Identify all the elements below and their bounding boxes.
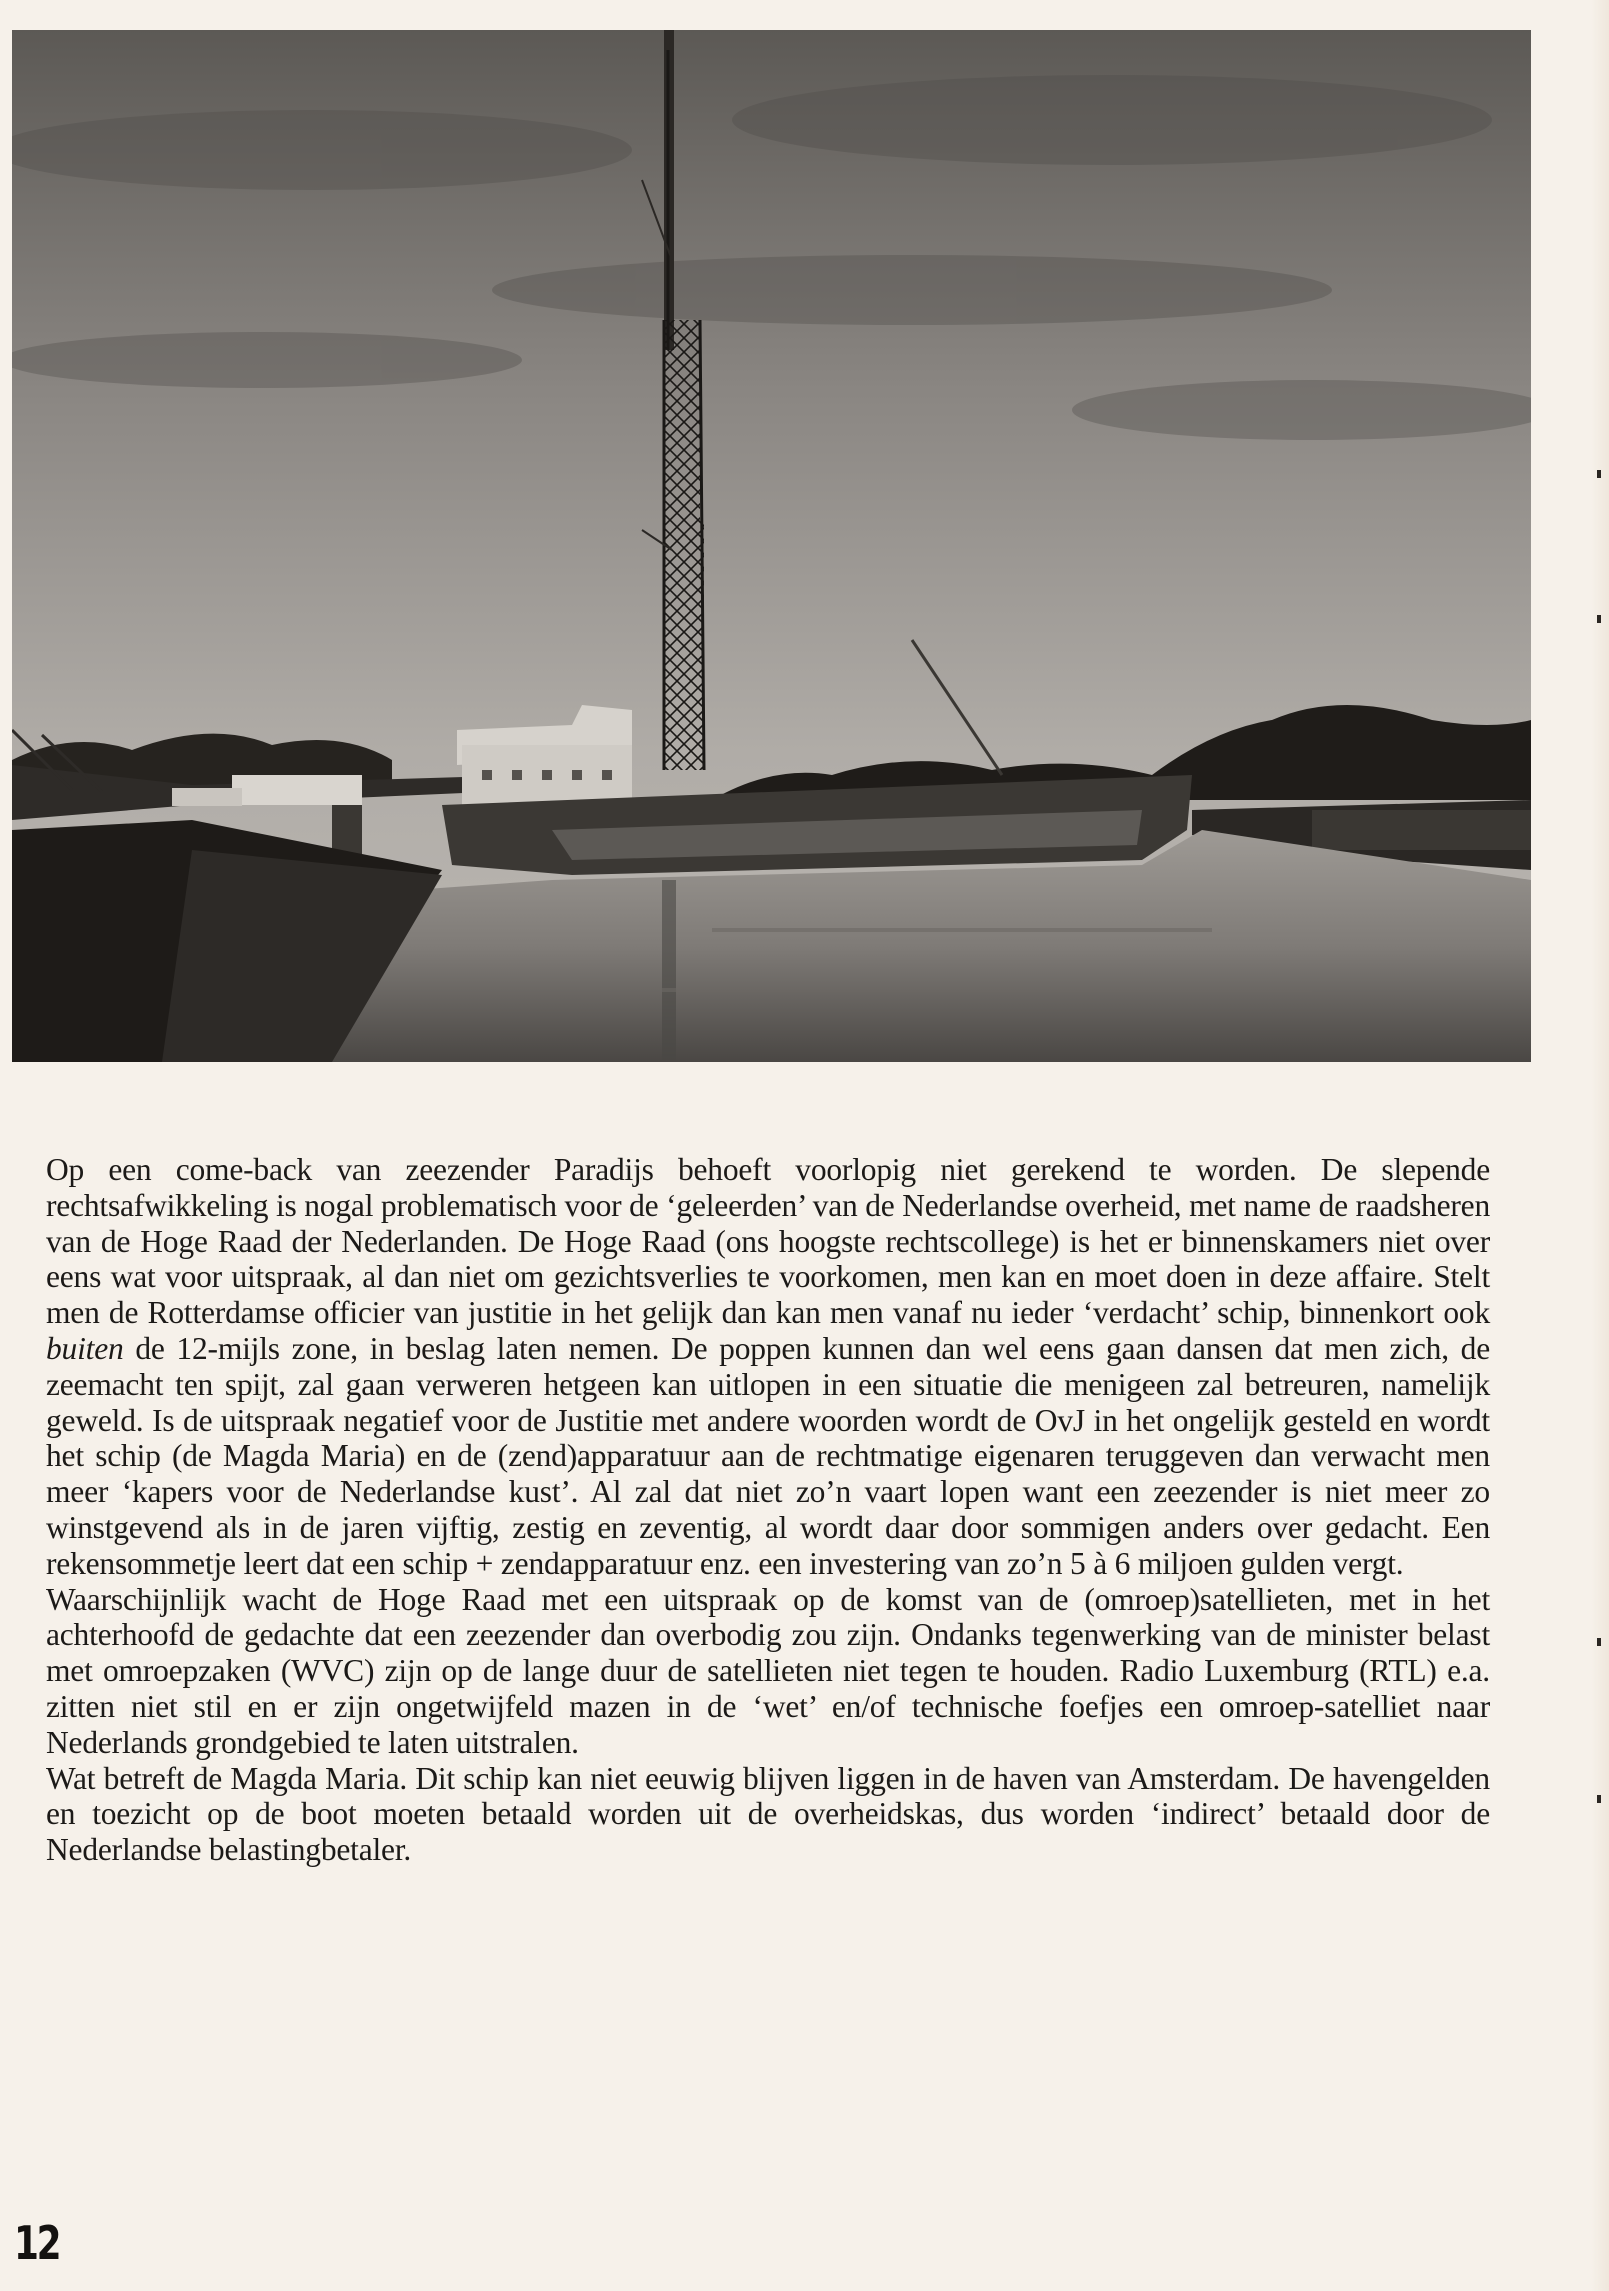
page-edge bbox=[1591, 0, 1609, 2291]
margin-mark bbox=[1597, 470, 1601, 478]
margin-mark bbox=[1597, 1638, 1601, 1646]
article-paragraph-1 bbox=[46, 1152, 1490, 1582]
margin-mark bbox=[1597, 1795, 1601, 1803]
harbor-photo bbox=[12, 30, 1531, 1062]
paragraph-1-start: Op een come-back van zeezender Paradijs behoeft voorlopig niet gerekend te worden. De slepende rechtsafwikkeling is nogal problematisch voor de ‘geleerden’ van de Nederlandse overheid, met name de raadsheren van de Hoge Raad der Nederlanden. De Hoge Raad (ons hoogste rechtscollege) is het er binnenskamers niet over eens wat voor uitspraak, al dan niet om gezichtsverlies te voorkomen, men kan en moet doen in deze affaire. Stelt men de Rotterdamse officier van justitie in het gelijk dan kan men vanaf nu ieder ‘verdacht’ schip, binnenkort ook bbox=[46, 1152, 1490, 1331]
article-paragraph-2: Waarschijnlijk wacht de Hoge Raad met een uitspraak op de komst van de (omroep)satellieten, met in het achterhoofd de gedachte dat een zeezender dan overbodig zou zijn. Ondanks tegenwerking van de minister belast met omroepzaken (WVC) zijn op de lange duur de satellieten niet tegen te houden. Radio Luxemburg (RTL) e.a. zitten niet stil en er zijn ongetwijfeld mazen in de ‘wet’ en/of technische foefjes een omroep-satelliet naar Nederlands grondgebied te laten uitstralen. bbox=[46, 1581, 1490, 1760]
paragraph-1-end: de 12-mijls zone, in beslag laten nemen. De poppen kunnen dan wel eens gaan dansen dat men zich, de zeemacht ten spijt, zal gaan verweren hetgeen kan uitlopen in een situatie die menigeen zal betreuren, namelijk geweld. Is de uitspraak negatief voor de Justitie met andere woorden wordt de OvJ in het ongelijk gesteld en wordt het schip (de Magda Maria) en de (zend)apparatuur aan de rechtmatige eigenaren teruggeven dan verwacht men meer ‘kapers voor de Nederlandse kust’. Al zal dat niet zo’n vaart lopen want een zeezender is niet meer zo winstgevend als in de jaren vijftig, zestig en zeventig, al wordt daar door sommigen anders over gedacht. Een rekensommetje leert dat een schip + zendapparatuur enz. een investering van zo’n 5 à 6 miljoen gulden vergt. bbox=[46, 1330, 1490, 1581]
article-paragraph-3: Wat betreft de Magda Maria. Dit schip kan niet eeuwig blijven liggen in de haven van Amsterdam. De havengelden en toezicht op de boot moeten betaald worden uit de overheidskas, dus worden ‘indirect’ betaald door de Nederlandse belastingbetaler. bbox=[46, 1760, 1490, 1868]
article-body bbox=[46, 1152, 1490, 1868]
page-number: 12 bbox=[14, 2216, 60, 2270]
emphasis-buiten: buiten bbox=[46, 1330, 124, 1366]
harbor-photo-icon bbox=[12, 30, 1531, 1062]
margin-mark bbox=[1597, 615, 1601, 623]
